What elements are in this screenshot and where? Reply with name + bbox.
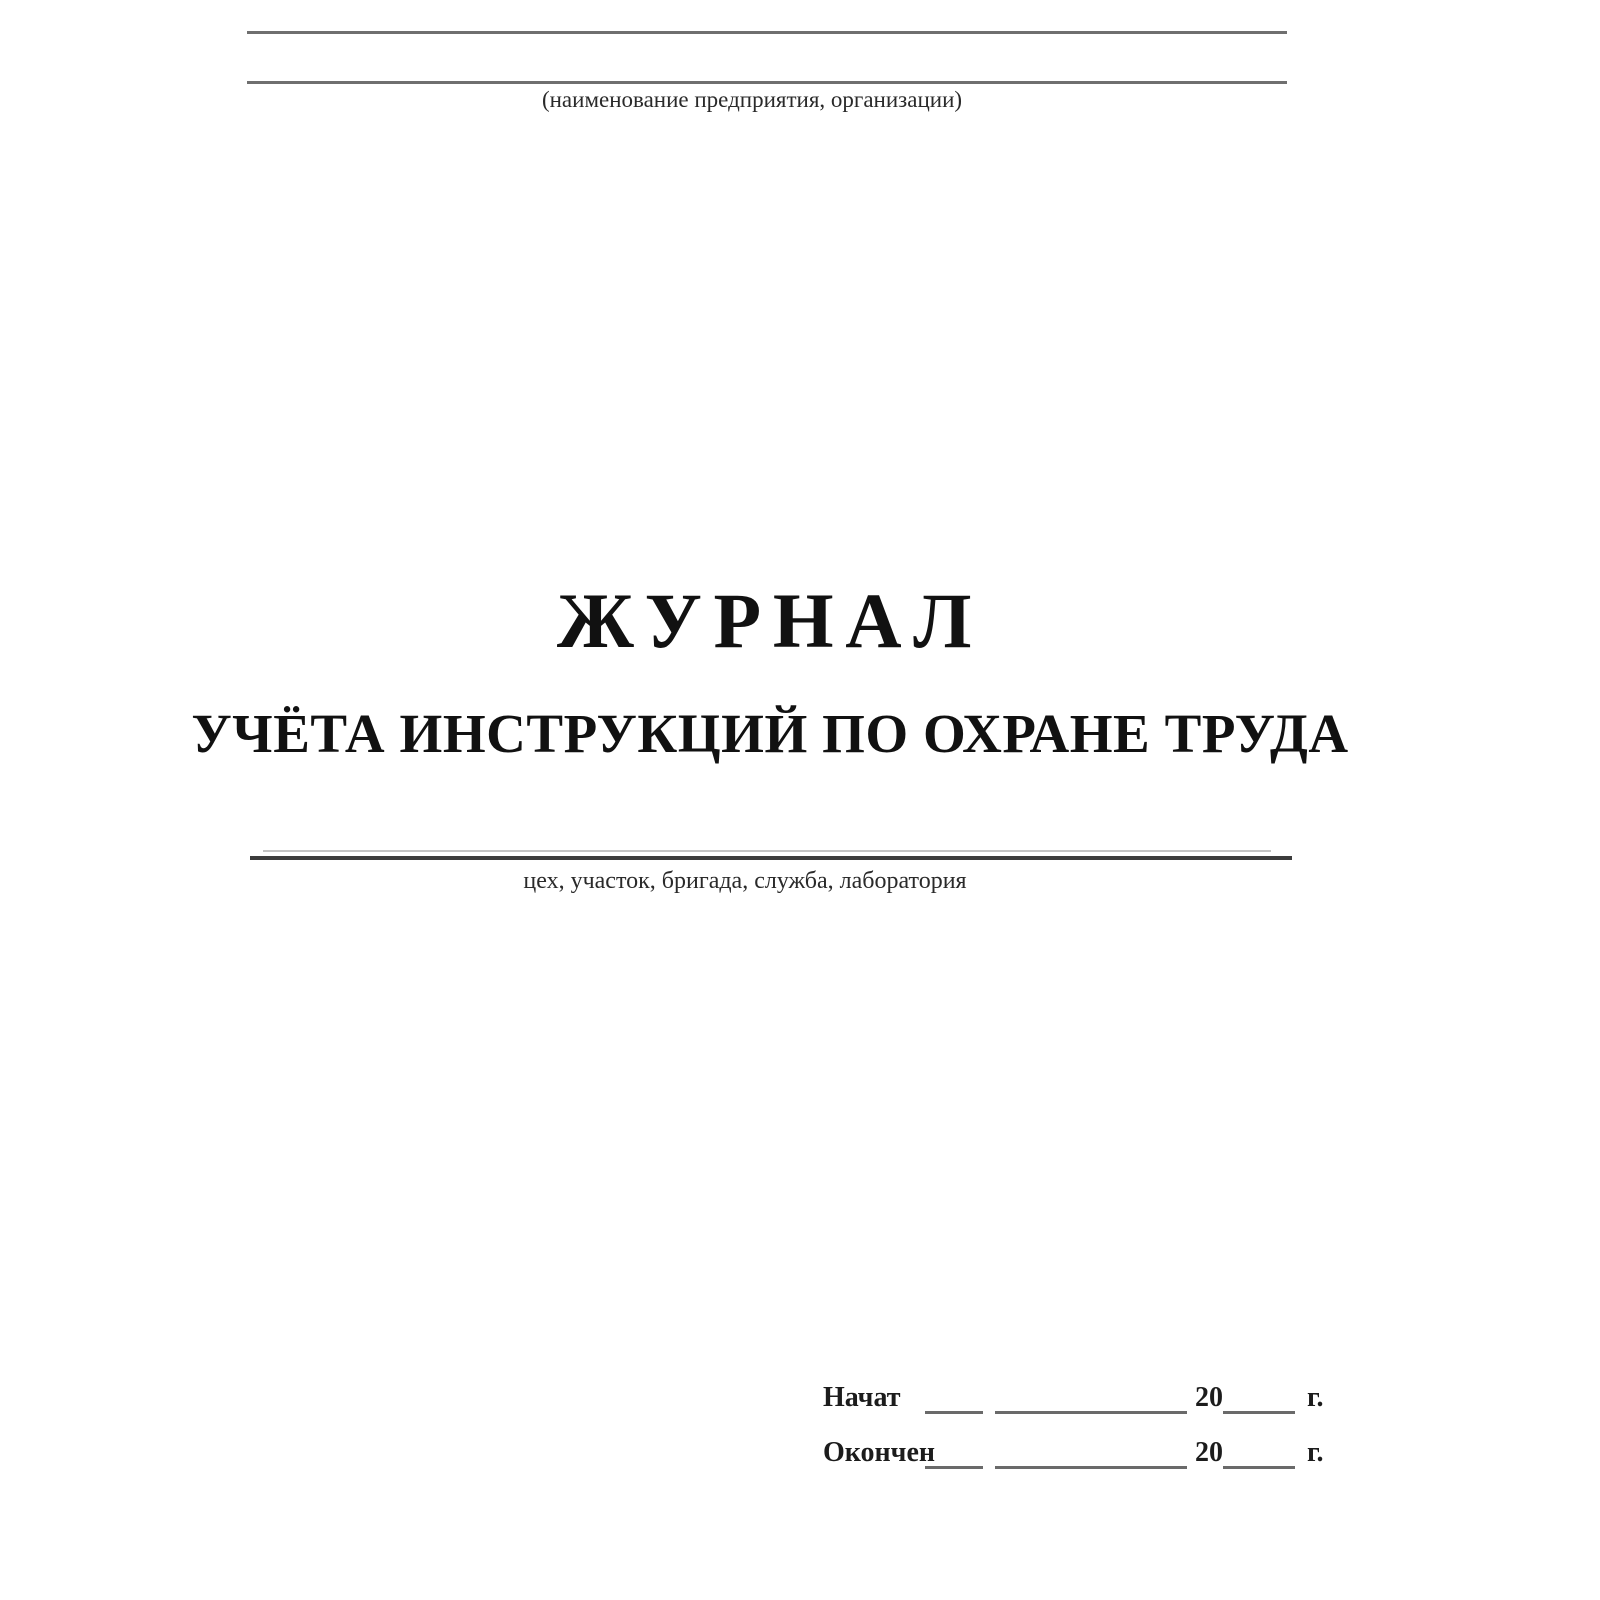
finished-day-blank [925, 1460, 983, 1469]
finished-year-blank [1223, 1460, 1295, 1469]
dates-block [823, 1376, 1324, 1486]
journal-subtitle: УЧЁТА ИНСТРУКЦИЙ ПО ОХРАНЕ ТРУДА [191, 703, 1349, 764]
organization-caption: (наименование предприятия, организации) [541, 87, 963, 112]
finished-row [823, 1431, 1324, 1469]
department-blank-line-shadow [263, 850, 1271, 852]
finished-label: Окончен [823, 1437, 936, 1468]
started-year-blank [1223, 1405, 1295, 1414]
department-blank-line [250, 856, 1292, 860]
finished-year-prefix: 20 [1195, 1437, 1223, 1468]
started-month-blank [995, 1405, 1187, 1414]
finished-year-suffix: г. [1307, 1437, 1324, 1468]
department-caption: цех, участок, бригада, служба, лаборатория [523, 868, 967, 894]
organization-name-blank-line-2 [247, 81, 1287, 84]
journal-title: ЖУРНАЛ [556, 577, 984, 664]
started-label: Начат [823, 1382, 901, 1413]
started-day-blank [925, 1405, 983, 1414]
organization-name-blank-line-1 [247, 31, 1287, 34]
finished-month-blank [995, 1460, 1187, 1469]
started-year-prefix: 20 [1195, 1382, 1223, 1413]
started-row [823, 1376, 1324, 1414]
started-year-suffix: г. [1307, 1382, 1324, 1413]
